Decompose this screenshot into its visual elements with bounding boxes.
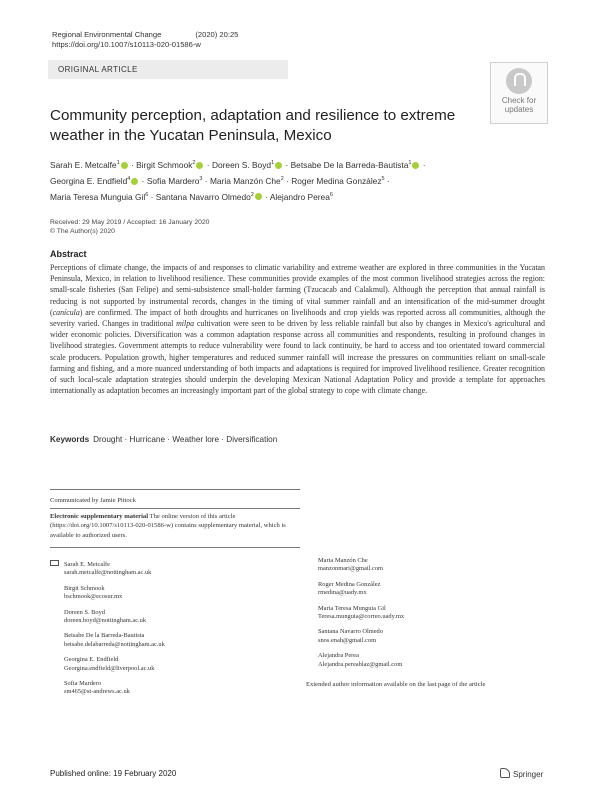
author-name[interactable]: Birgit Schmook — [136, 159, 193, 170]
author-name[interactable]: Sofia Mardero — [146, 175, 200, 186]
contact-email[interactable]: Teresa.munguia@correo.uady.mx — [318, 613, 405, 621]
author-name[interactable]: Sarah E. Metcalfe — [50, 159, 117, 170]
author-affiliation: 1 — [271, 160, 275, 166]
contact-entry — [318, 557, 548, 574]
contact-email[interactable]: sarah.metcalfe@nottingham.ac.uk — [64, 569, 152, 577]
contact-name: Sarah E. Metcalfe — [64, 561, 110, 568]
contact-name: Alejandra Perea — [318, 652, 359, 660]
contact-email[interactable]: snos.enah@gmail.com — [318, 636, 377, 644]
author-separator: · — [204, 159, 212, 170]
contact-entry — [318, 652, 548, 669]
contacts-left — [64, 561, 294, 704]
keywords-label: Keywords — [50, 435, 90, 444]
divider — [50, 547, 300, 548]
abstract-body — [50, 262, 545, 396]
contact-email[interactable]: Georgina.endfield@liverpool.ac.uk — [64, 664, 155, 672]
article-type-banner: ORIGINAL ARTICLE — [48, 60, 288, 79]
contact-entry — [318, 581, 548, 598]
author-affiliation: 6 — [329, 191, 333, 198]
author-affiliation: 2 — [192, 160, 196, 166]
author-affiliation: 2 — [250, 191, 254, 198]
divider — [50, 489, 300, 490]
keywords-list: Drought · Hurricane · Weather lore · Diversification — [93, 435, 278, 444]
bookmark-icon — [506, 68, 532, 94]
author-affiliation: 1 — [116, 160, 120, 166]
contact-name: Doreen S. Boyd — [64, 608, 106, 616]
article-dates — [50, 218, 209, 236]
contact-name: Maria Manzón Che — [318, 557, 368, 564]
orcid-icon[interactable] — [412, 162, 419, 169]
abstract-part-a: Perceptions of climate change, the impacts of and responses to climatic variability and extreme weather are explored in three communities in the Yucatan Peninsula, Mexico, in relation to livelihood resilience. These communities provide examples of the most common livelihood strategies across the region: small-scale fisheries (San Felipe) and semi-subsistence small-holder farming (Tzucacab and Calakmul). Although the perception that annual rainfall is reducing is not supported by instrumental records, changes in the timing of vital summer rainfall and an intensification of the mid-summer drought ( — [50, 263, 545, 317]
orcid-icon[interactable] — [131, 178, 138, 185]
contact-email[interactable]: betsabe.delabarreda@nottingham.ac.uk — [64, 640, 165, 648]
author-separator: · — [139, 175, 147, 186]
contacts-right — [318, 557, 548, 676]
abstract-heading: Abstract — [50, 249, 87, 259]
author-affiliation: 2 — [280, 175, 284, 182]
author-affiliation: 4 — [127, 175, 131, 182]
author-separator: · — [283, 159, 291, 170]
title-line-1: Community perception, adaptation and resilience to extreme — [50, 107, 456, 124]
contact-name: Maria Teresa Munguia Gil — [318, 604, 386, 612]
article-title — [50, 106, 470, 146]
contact-entry — [64, 609, 294, 626]
doi-link[interactable]: https://doi.org/10.1007/s10113-020-01586-w — [52, 40, 201, 49]
author-name[interactable]: Alejandro Perea — [269, 191, 330, 202]
contact-name: Birgit Schmook — [64, 584, 105, 592]
abstract-term-milpa: milpa — [176, 319, 195, 329]
journal-name: Regional Environmental Change — [52, 30, 162, 39]
esm-text: The online version of this article (https://doi.org/10.1007/s10113-020-01586-w) contains supplementary material, which is available to authorized users. — [50, 513, 286, 539]
orcid-icon[interactable] — [255, 193, 262, 200]
envelope-icon — [50, 560, 59, 566]
journal-header — [52, 30, 238, 50]
contact-name: Roger Medina González — [318, 580, 381, 588]
author-name[interactable]: Betsabe De la Barreda-Bautista — [290, 159, 409, 170]
author-separator: · — [148, 191, 156, 202]
divider — [50, 508, 300, 509]
abstract-part-b: ) are confirmed. The impact of both droughts and hurricanes on livelihoods and crop yields was reported across all communities, although the severity varied. Changes in traditional — [50, 307, 545, 329]
contact-entry — [64, 632, 294, 649]
contact-email[interactable]: sm465@st-andrews.ac.uk — [64, 688, 130, 696]
received-accepted: Received: 29 May 2019 / Accepted: 16 January 2020 — [50, 219, 210, 226]
abstract-part-c: cultivation were seen to be driven by less reliable rainfall but also by changes in Mexico's agricultural and wider economic policies. Diversification was a common adaptation response across all communities and respondents, resulting in profound changes in livelihood strategies. Government attempts to reduce vulnerability were found to lack continuity, be hard to access and too orientated toward commercial scale producers. Population growth, higher temperatures and reduced summer rainfall will increase the pressures on communities reliant on small-scale farming and fishing, and a more nuanced understanding of both impacts and adaptations is required for improved livelihood resilience. Greater recognition of such local-scale adaptation strategies should underpin the developing Mexican National Adaptation Policy and provide a template for approaches internationally as adaptation becomes an increasingly important part of the global strategy to cope with climate change. — [50, 319, 545, 396]
title-line-2: weather in the Yucatan Peninsula, Mexico — [50, 127, 332, 144]
publisher-logo — [500, 768, 543, 779]
contact-email[interactable]: doreen.boyd@nottingham.ac.uk — [64, 617, 147, 625]
journal-issue: (2020) 20:25 — [195, 30, 239, 39]
author-name[interactable]: Maria Teresa Munguia Gil — [50, 191, 146, 202]
check-updates-line1: Check for — [501, 96, 537, 105]
contact-entry — [64, 680, 294, 697]
author-name[interactable]: Maria Manzón Che — [209, 175, 281, 186]
author-affiliation: 1 — [408, 160, 412, 166]
contact-entry — [318, 605, 548, 622]
check-for-updates-badge[interactable] — [490, 62, 548, 124]
author-name[interactable]: Georgina E. Endfield — [50, 175, 128, 186]
author-separator: · — [283, 175, 292, 186]
publisher-name: Springer — [513, 770, 544, 779]
contact-email[interactable]: bschmook@ecosur.mx — [64, 593, 123, 601]
orcid-icon[interactable] — [196, 162, 203, 169]
contact-name: Betsabe De la Barreda-Bautista — [64, 632, 145, 640]
extended-info: Extended author information available on the last page of the article — [306, 681, 486, 688]
contact-email[interactable]: rmedina@uady.mx — [318, 589, 367, 597]
orcid-icon[interactable] — [121, 162, 128, 169]
published-online: Published online: 19 February 2020 — [50, 769, 177, 778]
author-name[interactable]: Santana Navarro Olmedo — [155, 191, 251, 202]
author-separator: · — [128, 159, 137, 170]
author-affiliation: 3 — [199, 175, 203, 182]
contact-name: Sofia Mardero — [64, 680, 102, 688]
abstract-term-canicula: canícula — [52, 307, 80, 317]
contact-entry — [64, 561, 294, 578]
author-affiliation: 5 — [381, 175, 385, 182]
contact-entry — [64, 656, 294, 673]
esm-label: Electronic supplementary material — [50, 513, 149, 520]
author-name[interactable]: Roger Medina González — [291, 175, 382, 186]
contact-entry — [64, 585, 294, 602]
author-separator: · — [262, 191, 270, 202]
contact-email[interactable]: Alejandra.pereablaz@gmail.com — [318, 660, 403, 668]
check-updates-line2: updates — [504, 105, 534, 114]
supplementary-note — [50, 512, 295, 540]
author-separator: · — [384, 175, 390, 186]
contact-name: Georgina E. Endfield — [64, 656, 119, 664]
orcid-icon[interactable] — [275, 162, 282, 169]
author-affiliation: 6 — [145, 191, 149, 198]
author-separator: · — [420, 159, 426, 170]
contact-email[interactable]: manzonmari@gmail.com — [318, 565, 383, 573]
author-list — [50, 156, 540, 203]
author-separator: · — [202, 175, 210, 186]
author-name[interactable]: Doreen S. Boyd — [211, 159, 272, 170]
springer-horse-icon — [500, 768, 510, 778]
contact-entry — [318, 628, 548, 645]
copyright: © The Author(s) 2020 — [50, 228, 115, 235]
communicated-by: Communicated by Jamie Pittock — [50, 497, 136, 504]
keywords — [50, 435, 277, 444]
contact-name: Santana Navarro Olmedo — [318, 628, 383, 636]
